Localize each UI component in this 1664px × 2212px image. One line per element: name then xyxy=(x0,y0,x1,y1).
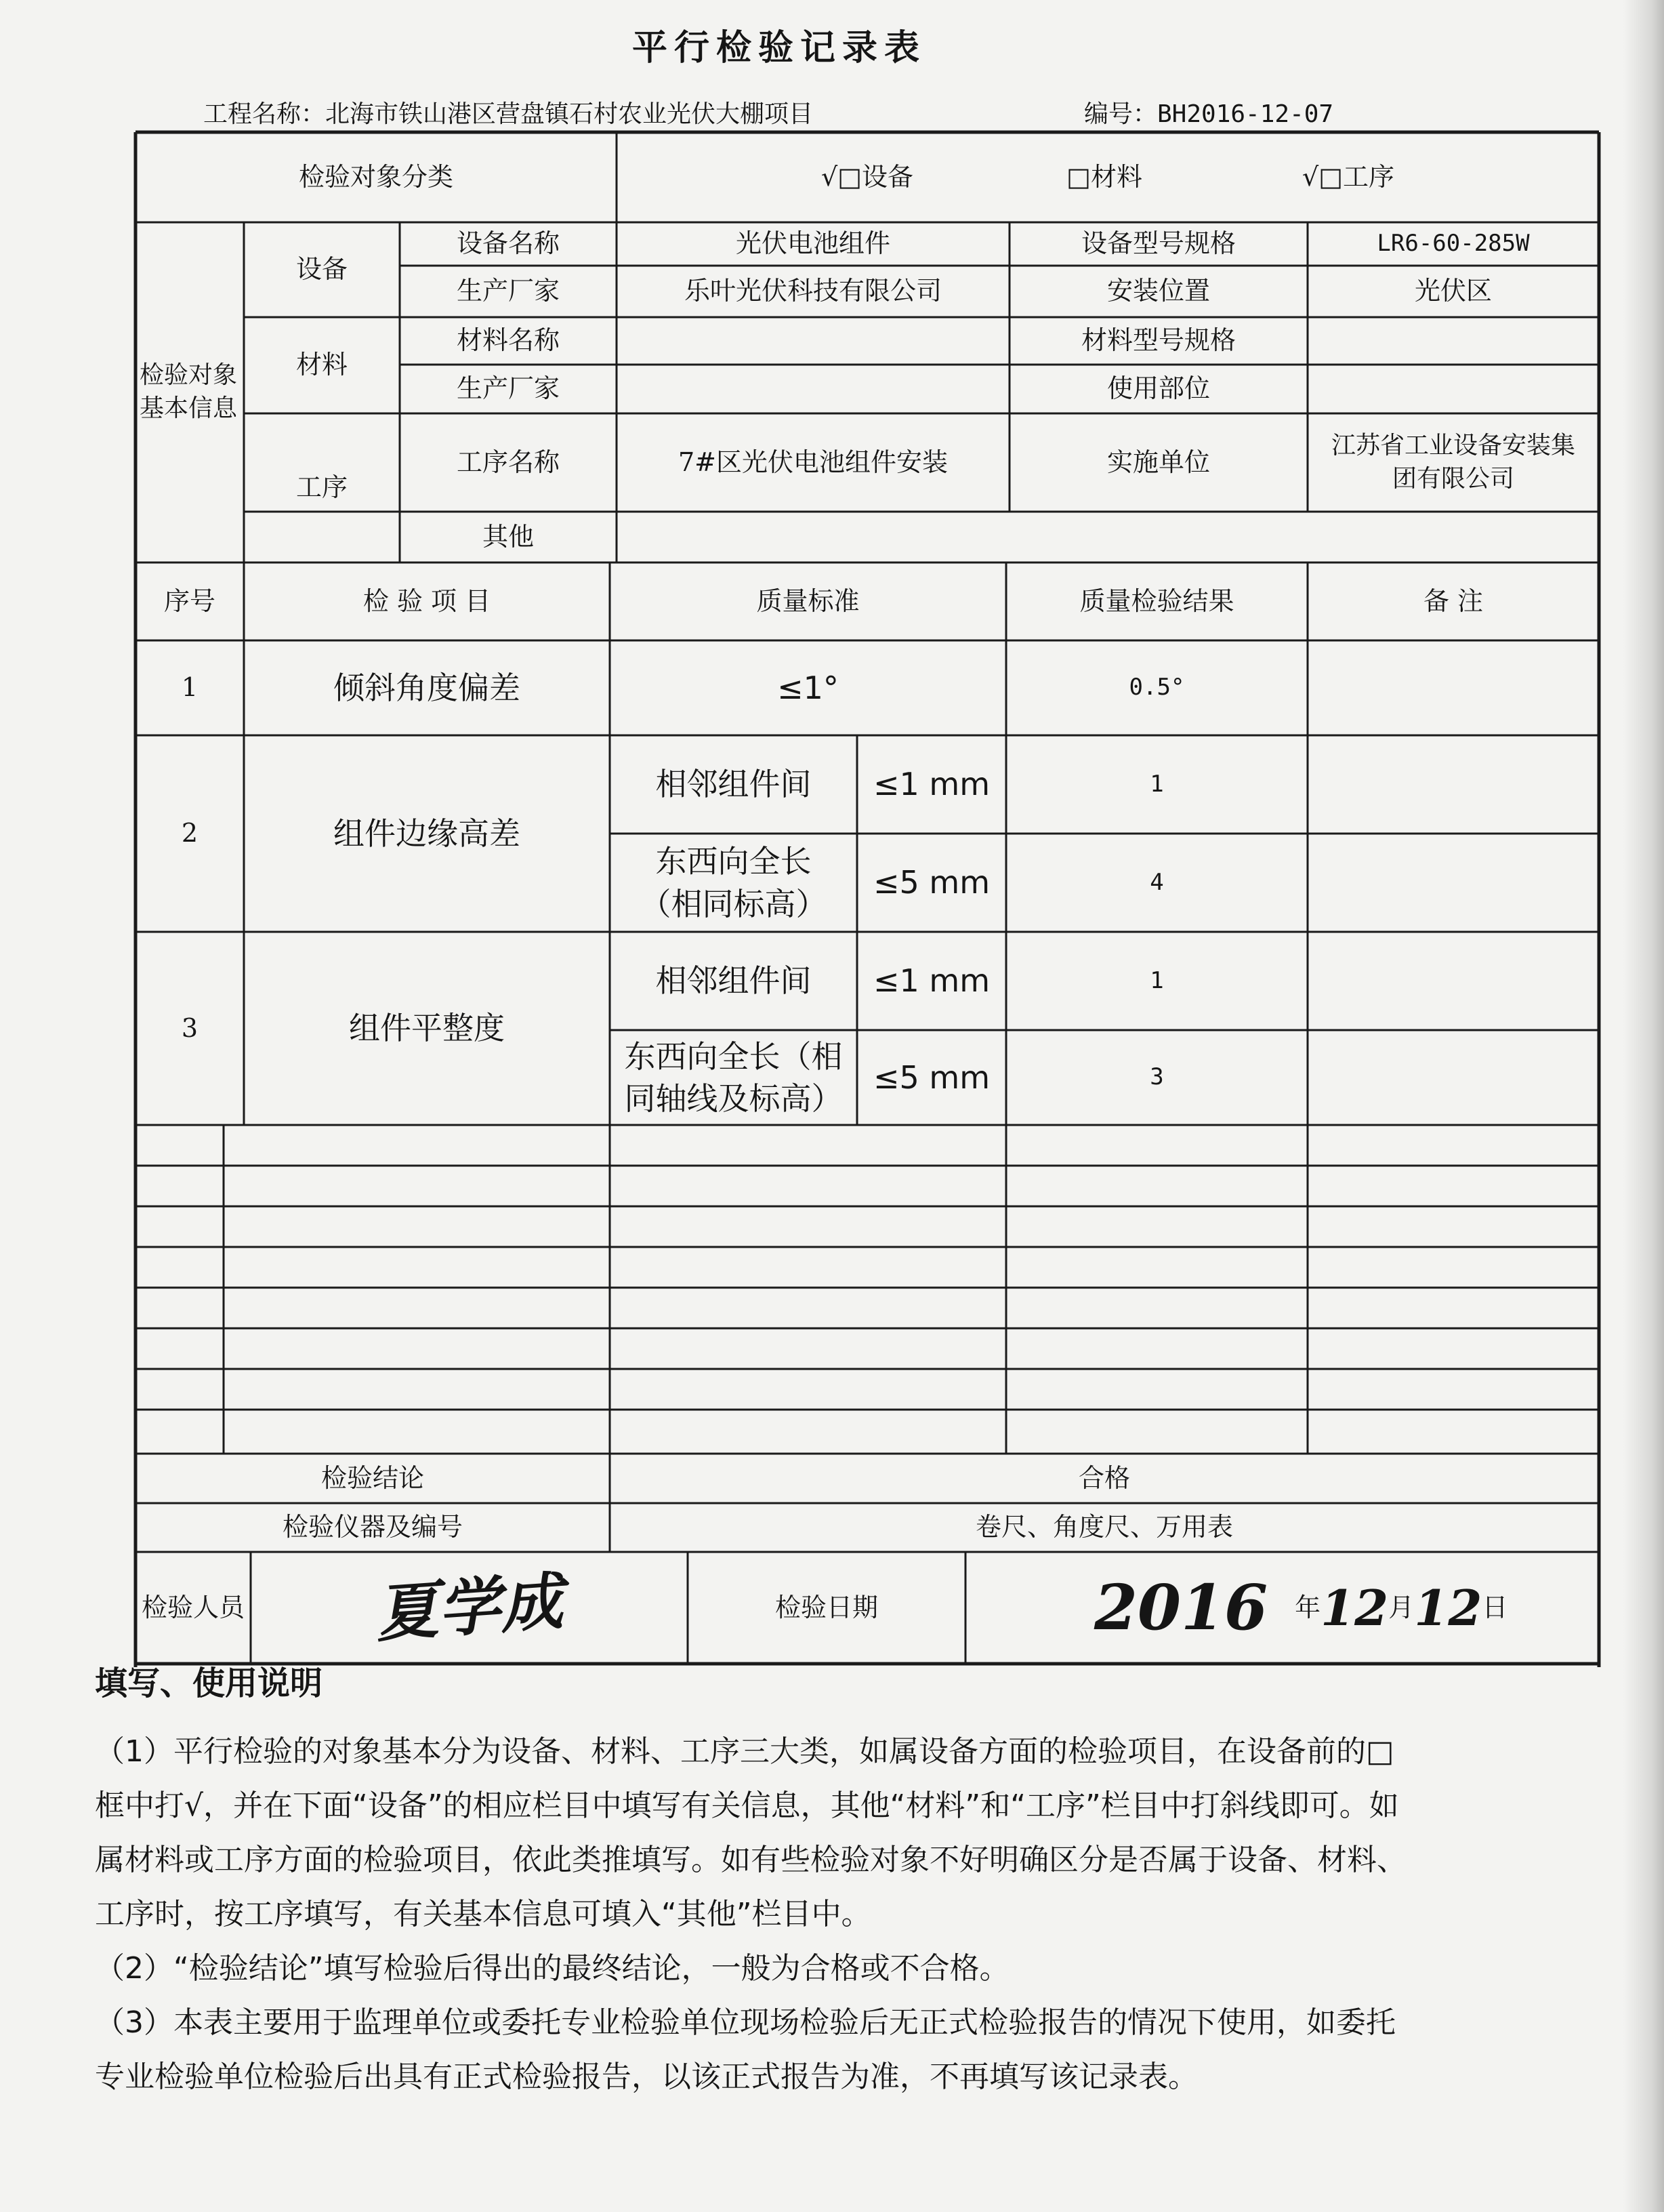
form-code: 编号：BH2016-12-07 xyxy=(1084,100,1334,128)
date-value xyxy=(965,1552,1599,1664)
row2-sub1-standard: ≤1 mm xyxy=(873,766,991,803)
instruments-label: 检验仪器及编号 xyxy=(282,1512,463,1542)
date-day-handwritten: 12 xyxy=(1414,1578,1482,1637)
note-paragraph-2: （2）“检验结论”填写检验后得出的最终结论，一般为合格或不合格。 xyxy=(95,1951,1010,1986)
row1-item: 倾斜角度偏差 xyxy=(333,669,520,706)
process-unit-value: 江苏省工业设备安装集团有限公司 xyxy=(1331,431,1575,493)
header-standard: 质量标准 xyxy=(756,586,860,616)
inspector-signature: 夏学成 xyxy=(373,1564,565,1651)
equipment-model-value: LR6-60-285W xyxy=(1377,230,1530,258)
header-item: 检 验 项 目 xyxy=(362,586,491,616)
equipment-location-label: 安装位置 xyxy=(1106,276,1210,306)
row3-sub2-name: 东西向全长（相同轴线及标高） xyxy=(624,1038,843,1117)
equipment-model-label: 设备型号规格 xyxy=(1081,228,1236,259)
header-result: 质量检验结果 xyxy=(1079,586,1234,616)
row3-no: 3 xyxy=(181,1012,199,1043)
basic-info-label: 检验对象基本信息 xyxy=(140,361,238,422)
form-title: 平行检验记录表 xyxy=(631,28,926,68)
equipment-location-value: 光伏区 xyxy=(1414,276,1492,306)
date-month-unit: 月 xyxy=(1388,1592,1415,1622)
material-group-label: 材料 xyxy=(295,350,348,380)
notes-body xyxy=(95,1725,1423,2104)
category-process-checkbox[interactable]: √□工序 xyxy=(1302,161,1395,192)
date-day-unit: 日 xyxy=(1482,1592,1508,1622)
conclusion-label: 检验结论 xyxy=(320,1462,424,1493)
header-remark: 备 注 xyxy=(1423,586,1484,616)
equipment-maker-label: 生产厂家 xyxy=(456,276,560,306)
date-month-handwritten: 12 xyxy=(1320,1578,1389,1637)
row2-item: 组件边缘高差 xyxy=(333,815,520,852)
equipment-maker-value: 乐叶光伏科技有限公司 xyxy=(684,276,942,306)
row3-sub1-result: 1 xyxy=(1150,966,1164,994)
row3-sub1-standard: ≤1 mm xyxy=(873,962,991,1000)
process-name-label: 工序名称 xyxy=(456,447,560,477)
note-paragraph-1: （1）平行检验的对象基本分为设备、材料、工序三大类，如属设备方面的检验项目，在设备前的□框中打√，并在下面“设备”的相应栏目中填写有关信息，其他“材料”和“工序”栏目中打斜线即可。如属材料或工序方面的检验项目，依此类推填写。如有些检验对象不好明确区分是否属于设备、材料、工序时，按工序填写，有关基本信息可填入“其他”栏目中。 xyxy=(95,1734,1407,1931)
material-usage-label: 使用部位 xyxy=(1106,373,1210,404)
category-material-checkbox[interactable]: □材料 xyxy=(1066,161,1142,192)
row1-standard: ≤1° xyxy=(777,669,839,706)
header-no: 序号 xyxy=(163,586,215,616)
row2-sub2-name: 东西向全长（相同标高） xyxy=(640,843,827,922)
row3-sub2-result: 3 xyxy=(1150,1063,1164,1091)
note-paragraph-3: （3）本表主要用于监理单位或委托专业检验单位现场检验后无正式检验报告的情况下使用，如委托专业检验单位检验后出具有正式检验报告，以该正式报告为准，不再填写该记录表。 xyxy=(95,2005,1396,2094)
equipment-name-value: 光伏电池组件 xyxy=(735,228,890,259)
row2-no: 2 xyxy=(181,818,199,848)
notes-title: 填写、使用说明 xyxy=(95,1664,323,1702)
conclusion-value: 合格 xyxy=(1078,1462,1130,1493)
category-label: 检验对象分类 xyxy=(298,161,453,192)
process-name-value: 7#区光伏电池组件安装 xyxy=(678,447,949,477)
material-maker-label: 生产厂家 xyxy=(456,373,560,404)
project-name: 工程名称：北海市铁山港区营盘镇石村农业光伏大棚项目 xyxy=(203,100,814,128)
material-name-label: 材料名称 xyxy=(456,325,560,356)
row2-sub2-standard: ≤5 mm xyxy=(873,864,991,901)
row1-no: 1 xyxy=(181,672,199,703)
material-model-label: 材料型号规格 xyxy=(1081,325,1236,356)
date-year-unit: 年 xyxy=(1295,1592,1321,1622)
row3-sub2-standard: ≤5 mm xyxy=(873,1059,991,1096)
equipment-group-label: 设备 xyxy=(295,254,348,285)
date-year-handwritten: 2016 xyxy=(1094,1571,1268,1645)
inspector-label: 检验人员 xyxy=(141,1592,245,1622)
instruments-value: 卷尺、角度尺、万用表 xyxy=(975,1512,1233,1542)
row2-sub2-result: 4 xyxy=(1150,868,1164,896)
date-label: 检验日期 xyxy=(774,1592,878,1622)
equipment-name-label: 设备名称 xyxy=(456,228,560,259)
row2-sub1-result: 1 xyxy=(1150,770,1164,798)
category-equipment-checkbox[interactable]: √□设备 xyxy=(820,161,914,192)
process-group-label: 工序 xyxy=(295,472,348,503)
row1-result: 0.5° xyxy=(1129,674,1185,701)
row3-item: 组件平整度 xyxy=(349,1010,505,1047)
process-unit-label: 实施单位 xyxy=(1106,447,1210,477)
row3-sub1-name: 相邻组件间 xyxy=(655,962,812,1000)
other-label: 其他 xyxy=(482,521,534,552)
row2-sub1-name: 相邻组件间 xyxy=(655,766,812,803)
